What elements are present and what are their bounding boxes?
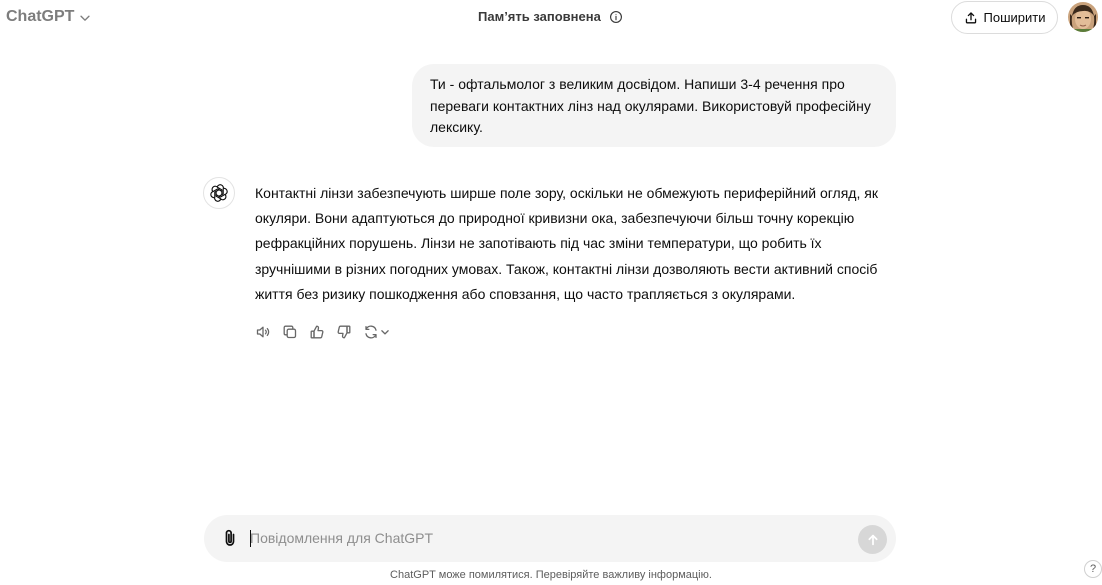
openai-logo-icon bbox=[210, 184, 228, 202]
speaker-icon bbox=[255, 324, 271, 340]
thumbs-up-button[interactable] bbox=[309, 322, 336, 342]
disclaimer-text: ChatGPT може помилятися. Перевіряйте важливу інформацію. bbox=[390, 569, 712, 581]
top-bar bbox=[0, 0, 1102, 36]
send-button[interactable] bbox=[858, 525, 887, 554]
arrow-up-icon bbox=[866, 533, 880, 547]
share-button-label: Поширити bbox=[983, 10, 1046, 25]
share-button[interactable] bbox=[951, 1, 1058, 34]
read-aloud-button[interactable] bbox=[255, 322, 282, 342]
refresh-icon bbox=[363, 324, 379, 340]
help-button[interactable] bbox=[1084, 560, 1102, 578]
assistant-message-text: Контактні лінзи забезпечують ширше поле зору, оскільки не обмежують периферійний огляд, як окуляри. Вони адаптуються до природної кривизни ока, забезпечуючи більш точну корекцію рефракційних порушень. Лінзи не запотівають під час зміни температури, що робить їх зручнішими в різних погодних умовах. Також, контактні лінзи дозволяють вести активний спосіб життя без ризику пошкодження або сповзання, що часто трапляється з окулярами. bbox=[255, 185, 878, 302]
share-icon bbox=[964, 11, 978, 25]
thumbs-down-icon bbox=[336, 324, 352, 340]
message-input[interactable] bbox=[250, 527, 840, 549]
paperclip-icon bbox=[220, 528, 240, 548]
message-composer bbox=[204, 515, 896, 562]
help-label: ? bbox=[1089, 563, 1097, 575]
copy-button[interactable] bbox=[282, 322, 309, 342]
model-name: ChatGPT bbox=[6, 8, 75, 25]
regenerate-button[interactable] bbox=[363, 322, 395, 342]
info-icon[interactable] bbox=[609, 10, 623, 24]
user-message-bubble bbox=[412, 64, 896, 147]
assistant-avatar bbox=[203, 177, 235, 209]
message-actions bbox=[255, 322, 395, 342]
thumbs-down-button[interactable] bbox=[336, 322, 363, 342]
model-selector[interactable] bbox=[6, 8, 92, 26]
memory-status[interactable] bbox=[478, 9, 623, 24]
text-cursor bbox=[250, 530, 251, 547]
thumbs-up-icon bbox=[309, 324, 325, 340]
chevron-down-icon bbox=[380, 327, 390, 337]
copy-icon bbox=[282, 324, 298, 340]
attach-button[interactable] bbox=[220, 528, 240, 548]
user-message-text: Ти - офтальмолог з великим досвідом. Напиши 3-4 речення про переваги контактних лінз над окулярами. Використовуй професійну лексику. bbox=[430, 76, 871, 135]
user-avatar[interactable] bbox=[1068, 2, 1098, 32]
memory-status-label: Пам’ять заповнена bbox=[478, 9, 601, 24]
user-photo bbox=[1068, 2, 1098, 32]
chevron-down-icon bbox=[78, 11, 92, 25]
